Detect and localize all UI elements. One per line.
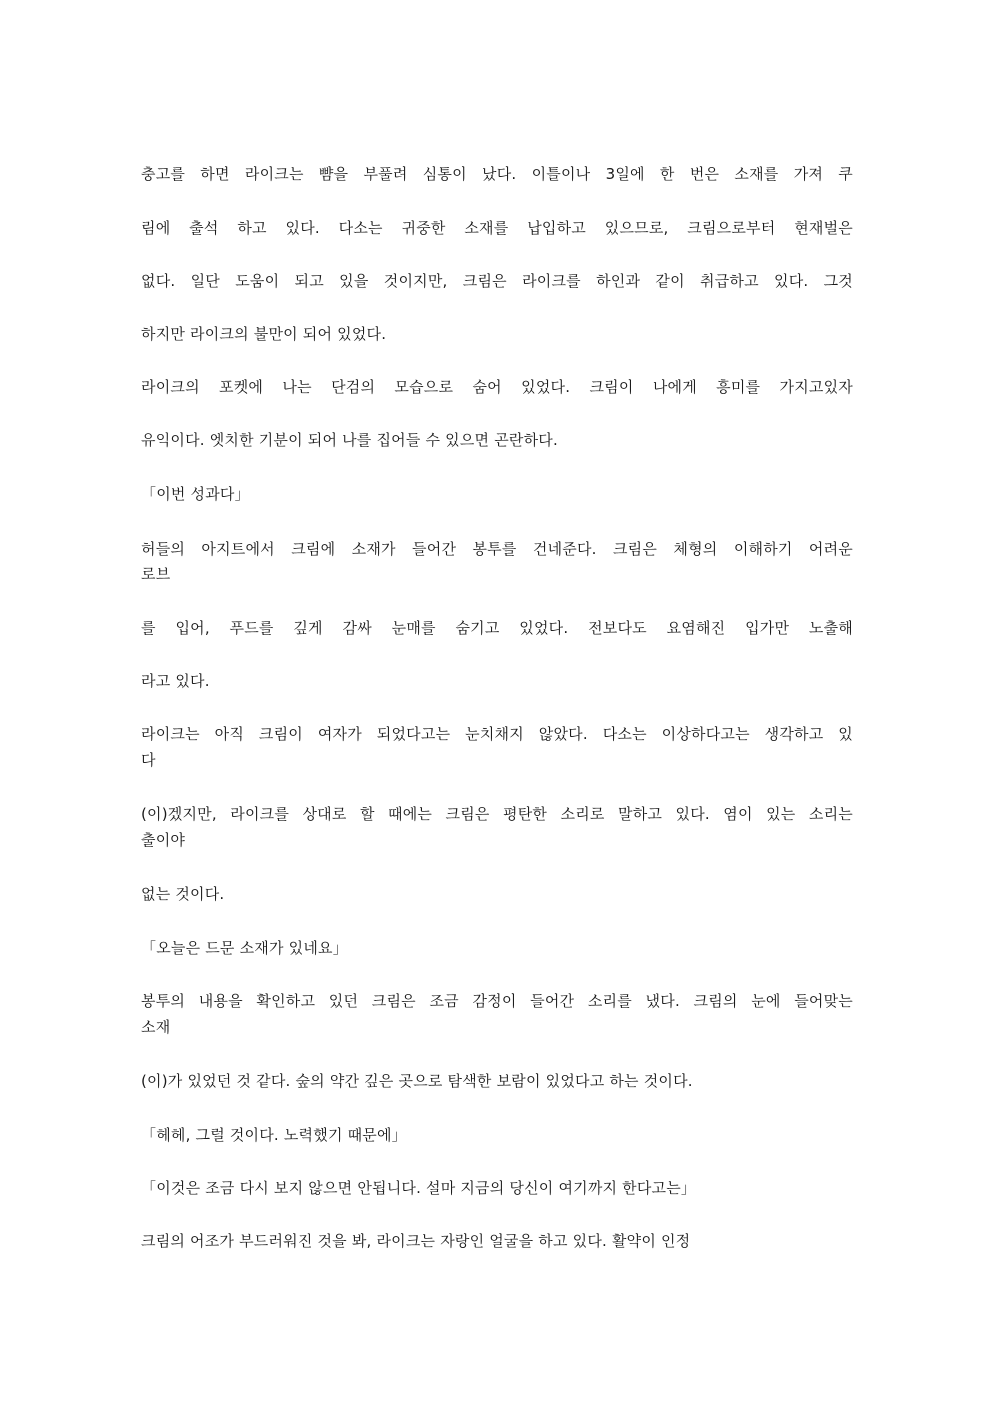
text-line: 라이크는 아직 크림이 여자가 되었다고는 눈치채지 않았다. 다소는 이상하다고는 생각하고 있 [141, 725, 853, 743]
text-line: 림에 출석 하고 있다. 다소는 귀중한 소재를 납입하고 있으므로, 크림으로부터 현재벌은 [141, 219, 853, 237]
text-line: 충고를 하면 라이크는 뺨을 부풀려 심통이 났다. 이틀이나 3일에 한 번은 소재를 가져 쿠 [141, 165, 853, 183]
text-line: 「오늘은 드문 소재가 있네요」 [141, 939, 348, 957]
text-line: 출이야 [141, 831, 186, 849]
text-line: (이)가 있었던 것 같다. 숲의 약간 깊은 곳으로 탐색한 보람이 있었다고 하는 것이다. [141, 1072, 693, 1090]
text-line: 하지만 라이크의 불만이 되어 있었다. [141, 325, 387, 343]
text-line: (이)겠지만, 라이크를 상대로 할 때에는 크림은 평탄한 소리로 말하고 있다. 염이 있는 소리는 [141, 805, 853, 823]
text-line: 로브 [141, 565, 171, 583]
text-line: 크림의 어조가 부드러워진 것을 봐, 라이크는 자랑인 얼굴을 하고 있다. 활약이 인정 [141, 1232, 691, 1250]
text-line: 없다. 일단 도움이 되고 있을 것이지만, 크림은 라이크를 하인과 같이 취급하고 있다. 그것 [141, 272, 853, 290]
text-line: 다 [141, 751, 156, 769]
text-line: 라이크의 포켓에 나는 단검의 모습으로 숨어 있었다. 크림이 나에게 흥미를 가지고있자 [141, 378, 853, 396]
text-line: 를 입어, 푸드를 깊게 감싸 눈매를 숨기고 있었다. 전보다도 요염해진 입가만 노출해 [141, 619, 853, 637]
text-line: 「이번 성과다」 [141, 485, 250, 503]
text-line: 허들의 아지트에서 크림에 소재가 들어간 봉투를 건네준다. 크림은 체형의 이해하기 어려운 [141, 540, 853, 558]
text-line: 봉투의 내용을 확인하고 있던 크림은 조금 감정이 들어간 소리를 냈다. 크림의 눈에 들어맞는 [141, 992, 853, 1010]
text-line: 소재 [141, 1018, 171, 1036]
text-line: 「헤헤, 그럴 것이다. 노력했기 때문에」 [141, 1126, 407, 1144]
text-line: 유익이다. 엣치한 기분이 되어 나를 집어들 수 있으면 곤란하다. [141, 431, 558, 449]
text-line: 「이것은 조금 다시 보지 않으면 안됩니다. 설마 지금의 당신이 여기까지 한다고는」 [141, 1179, 697, 1197]
text-line: 없는 것이다. [141, 885, 225, 903]
text-line: 라고 있다. [141, 672, 210, 690]
